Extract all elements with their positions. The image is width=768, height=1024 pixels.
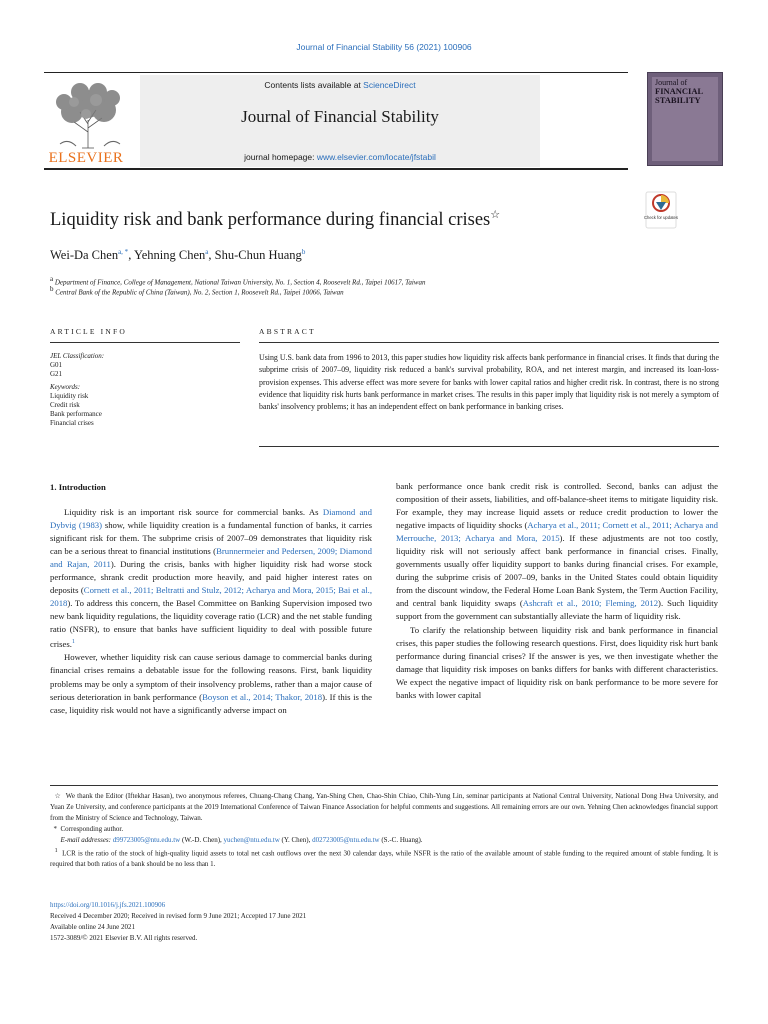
homepage-link[interactable]: www.elsevier.com/locate/jfstabil (316, 152, 436, 162)
cover-line1: Journal of (655, 78, 688, 87)
email-owner: (S.-C. Huang). (379, 836, 423, 844)
header-bottom-rule (44, 168, 628, 170)
footnote-rule (50, 785, 718, 786)
email-link[interactable]: yuchen@ntu.edu.tw (223, 836, 280, 844)
paragraph-text: Liquidity risk is an important risk source for commercial banks. As (64, 507, 323, 517)
article-info-rule (50, 342, 240, 343)
footnote-ref[interactable]: 1 (71, 639, 75, 646)
jel-label: JEL Classification: (50, 352, 105, 360)
footnote-emails (50, 835, 718, 846)
copyright: 1572-3089/© 2021 Elsevier B.V. All rights reserved. (50, 934, 198, 942)
email-label: E-mail addresses: (60, 836, 111, 844)
citation-link[interactable]: Boyson et al., 2014; Thakor, 2018 (202, 691, 323, 702)
paragraph-text: ). If this is the case, liquidity risk would not have a significantly adverse impact on (50, 691, 373, 715)
article-info-heading: ARTICLE INFO (50, 327, 127, 336)
abstract-text: Using U.S. bank data from 1996 to 2013, this paper studies how liquidity risk affects bank performance in financial crises. It finds that during the subprime crisis of 2007–09, liquidity risk reduced a bank's survival probability, ROA, and net interest margin, and increased its loan-loss-provision expenses. This adverse effect was more severe for banks with lower capital ratios and higher credit risk. In contrast, there is no strong evidence that liquidity risk hurts bank performance in market crises. The results in this paper imply that liquidity risk is not merely a symptom of banks' insolvency problems; it has an independent effect on bank performance in banking crises. (259, 353, 719, 412)
affiliation-mark: b (50, 285, 54, 293)
keywords-label: Keywords: (50, 382, 81, 391)
check-for-updates-icon[interactable] (646, 192, 676, 228)
email-owner: (W.-D. Chen), (180, 836, 224, 844)
crossmark-label: Check for updates (644, 215, 678, 220)
cover-title (655, 79, 703, 104)
paragraph (50, 651, 372, 716)
author-affil-mark[interactable]: a (205, 248, 209, 256)
citation-link[interactable]: Cornett et al., 2011; Beltratti and Stulz, 2012; Acharya and Mora, 2015; Bai et al., 2018 (50, 585, 372, 609)
journal-homepage (140, 152, 540, 162)
paragraph-text: bank performance once bank credit risk is controlled. Second, banks can adjust the composition of their assets, liabilities, and off-balance-sheet items to mitigate liquidity risk. For example, they may increase liquid assets or reduce credit production to lower the negative impacts of liquidity shocks ( (396, 481, 718, 531)
doi-link[interactable]: https://doi.org/10.1016/j.jfs.2021.100906 (50, 901, 166, 909)
paragraph (396, 480, 718, 624)
paragraph-text: However, whether liquidity risk can cause serious damage to commercial banks during financial crises remains a debatable issue for the following reasons. First, bank liquidity problems may be only a symptom of their insolvency problems, rather than a major cause of serious deterioration in bank performance ( (50, 652, 372, 702)
article-title (50, 208, 500, 231)
footnote-mark: ☆ (54, 792, 62, 800)
affiliation-text: Central Bank of the Republic of China (Taiwan), No. 2, Section 1, Roosevelt Rd., Taipei 10066, Taiwan (55, 288, 344, 297)
paragraph: To clarify the relationship between liquidity risk and bank performance in financial crises, this paper studies the following research questions. First, does liquidity risk hurt bank performance during financial crises? If the answer is yes, we then investigate whether the damage that liquidity risk imposes on banks differs for banks with different characteristics. We expect the negative impact of liquidity risk on bank performance to be more severe for banks with lower capital (396, 624, 718, 700)
affiliation-mark: a (50, 275, 54, 283)
keyword: Credit risk (50, 401, 80, 410)
title-footnote-mark[interactable]: ☆ (490, 209, 501, 221)
article-info (50, 352, 230, 429)
homepage-prefix: journal homepage: (244, 152, 317, 162)
body-column-left (50, 506, 372, 717)
footnote-text: Corresponding author. (60, 825, 124, 833)
paragraph (50, 506, 372, 651)
author-list: Wei-Da Chen$^{a, *}$, Yehning Chen$^a$, Shu-Chun Huang$^b$ (50, 248, 306, 263)
keyword: Liquidity risk (50, 391, 89, 400)
abstract-heading: ABSTRACT (259, 327, 316, 336)
body-column-right (396, 480, 718, 702)
footnote-corresponding (50, 824, 718, 835)
affiliation-text: Department of Finance, College of Management, National Taiwan University, No. 1, Section 4, Roosevelt Rd., Taipei 10617, Taiwan (54, 278, 426, 287)
paragraph-text: ). Such liquidity support from the government can substantially alleviate the harm of liquidity risk. (396, 598, 718, 622)
email-link[interactable]: d99723005@ntu.edu.tw (112, 836, 181, 844)
abstract-rule (259, 342, 719, 343)
citation-link[interactable]: Brunnermeier and Pedersen, 2009; Diamond and Rajan, 2011 (50, 546, 372, 570)
publication-info (50, 900, 550, 944)
cover-line3: STABILITY (655, 94, 701, 105)
abstract-bottom-rule (259, 446, 719, 447)
footnotes (50, 791, 718, 870)
received-dates: Received 4 December 2020; Received in revised form 9 June 2021; Accepted 17 June 2021 (50, 912, 307, 920)
journal-citation[interactable]: Journal of Financial Stability 56 (2021) 100906 (296, 42, 472, 52)
section-heading-introduction: 1. Introduction (50, 482, 106, 492)
author-name[interactable]: Shu-Chun Huang (214, 248, 302, 263)
header-top-rule (44, 72, 628, 73)
footnote-text: LCR is the ratio of the stock of high-quality liquid assets to total net cash outflows over the next 30 calendar days, while NSFR is the ratio of the available amount of stable funding to the required amount of stable funding. It is required that both ratios of a bank should be no less than 1. (50, 849, 719, 869)
paragraph-text: ). If these adjustments are not too costly, liquidity risk will not seriously affect bank performance in financial crises. Finally, governments usually offer liquidity support to banks during financial crises. For example, during the subprime crisis of 2007–09, banks in the United States could obtain liquidity from the discount window, the Federal Home Loan Bank System, the Term Auction Facility, and central bank liquidity swaps ( (396, 533, 718, 609)
author-affil-mark[interactable]: a, * (118, 248, 129, 256)
author-name[interactable]: Yehning Chen (133, 248, 206, 263)
journal-cover-thumbnail[interactable] (647, 72, 723, 166)
journal-title: Journal of Financial Stability (241, 107, 439, 126)
footnote-1 (50, 846, 718, 870)
affiliation-b (50, 285, 344, 296)
email-owner: (Y. Chen), (279, 836, 313, 844)
sciencedirect-link[interactable]: ScienceDirect (363, 80, 416, 90)
author-name[interactable]: Wei-Da Chen (50, 248, 119, 263)
citation-link[interactable]: Diamond and Dybvig (1983) (50, 507, 372, 531)
email-link[interactable]: d02723005@ntu.edu.tw (312, 836, 380, 844)
citation-link[interactable]: Acharya et al., 2011; Cornett et al., 2011; Acharya and Merrouche, 2013; Acharya and Mora, 2015 (396, 520, 719, 544)
footnote-text: We thank the Editor (Iftekhar Hasan), two anonymous referees, Chuang-Chang Chang, Yan-Shing Chen, Chao-Shin Chiao, Chih-Yung Lin, seminar participants at National Central University, National Dong Hwa University, and Yuan Ze University, and conference participants at the 2019 International Conference of Taiwan Finance Association for helpful comments and suggestions. All remaining errors are our own. Yehning Chen acknowledges financial support from the Ministry of Science and Technology, Taiwan. (50, 792, 719, 822)
jel-code: G01 (50, 361, 63, 370)
jel-code: G21 (50, 370, 63, 379)
keyword: Bank performance (50, 410, 102, 419)
available-online: Available online 24 June 2021 (50, 923, 136, 931)
publisher-logo-text: ELSEVIER (48, 150, 124, 166)
contents-prefix: Contents lists available at (264, 80, 364, 90)
keyword: Financial crises (50, 419, 94, 428)
footnote-mark: * (53, 825, 57, 833)
citation-link[interactable]: Ashcraft et al., 2010; Fleming, 2012 (522, 598, 659, 609)
paragraph-text: ). To address this concern, the Basel Committee on Banking Supervision imposed two new bank liquidity regulations, the liquidity coverage ratio (LCR) and the net stable funding ratio (NSFR), to ensure that banks have sufficient liquidity to deal with possible future crises. (50, 598, 372, 650)
paragraph-text: ). During the crisis, banks with higher liquidity risk had worse stock performance, shrank credit production more heavily, and paid higher interest rates on deposits ( (50, 559, 373, 596)
cover-line2: FINANCIAL (655, 86, 704, 96)
article-title-text: Liquidity risk and bank performance during financial crises (50, 210, 491, 231)
contents-line (140, 80, 540, 90)
paragraph-text: show, while liquidity creation is a fundamental function of banks, it carries significant risk for them. The subprime crisis of 2007–09 demonstrates that liquidity risk can be a serious threat to financial institutions ( (50, 520, 372, 557)
footnote-mark: 1 (54, 848, 58, 854)
author-affil-mark[interactable]: b (301, 248, 306, 256)
footnote-acknowledgment (50, 791, 718, 824)
